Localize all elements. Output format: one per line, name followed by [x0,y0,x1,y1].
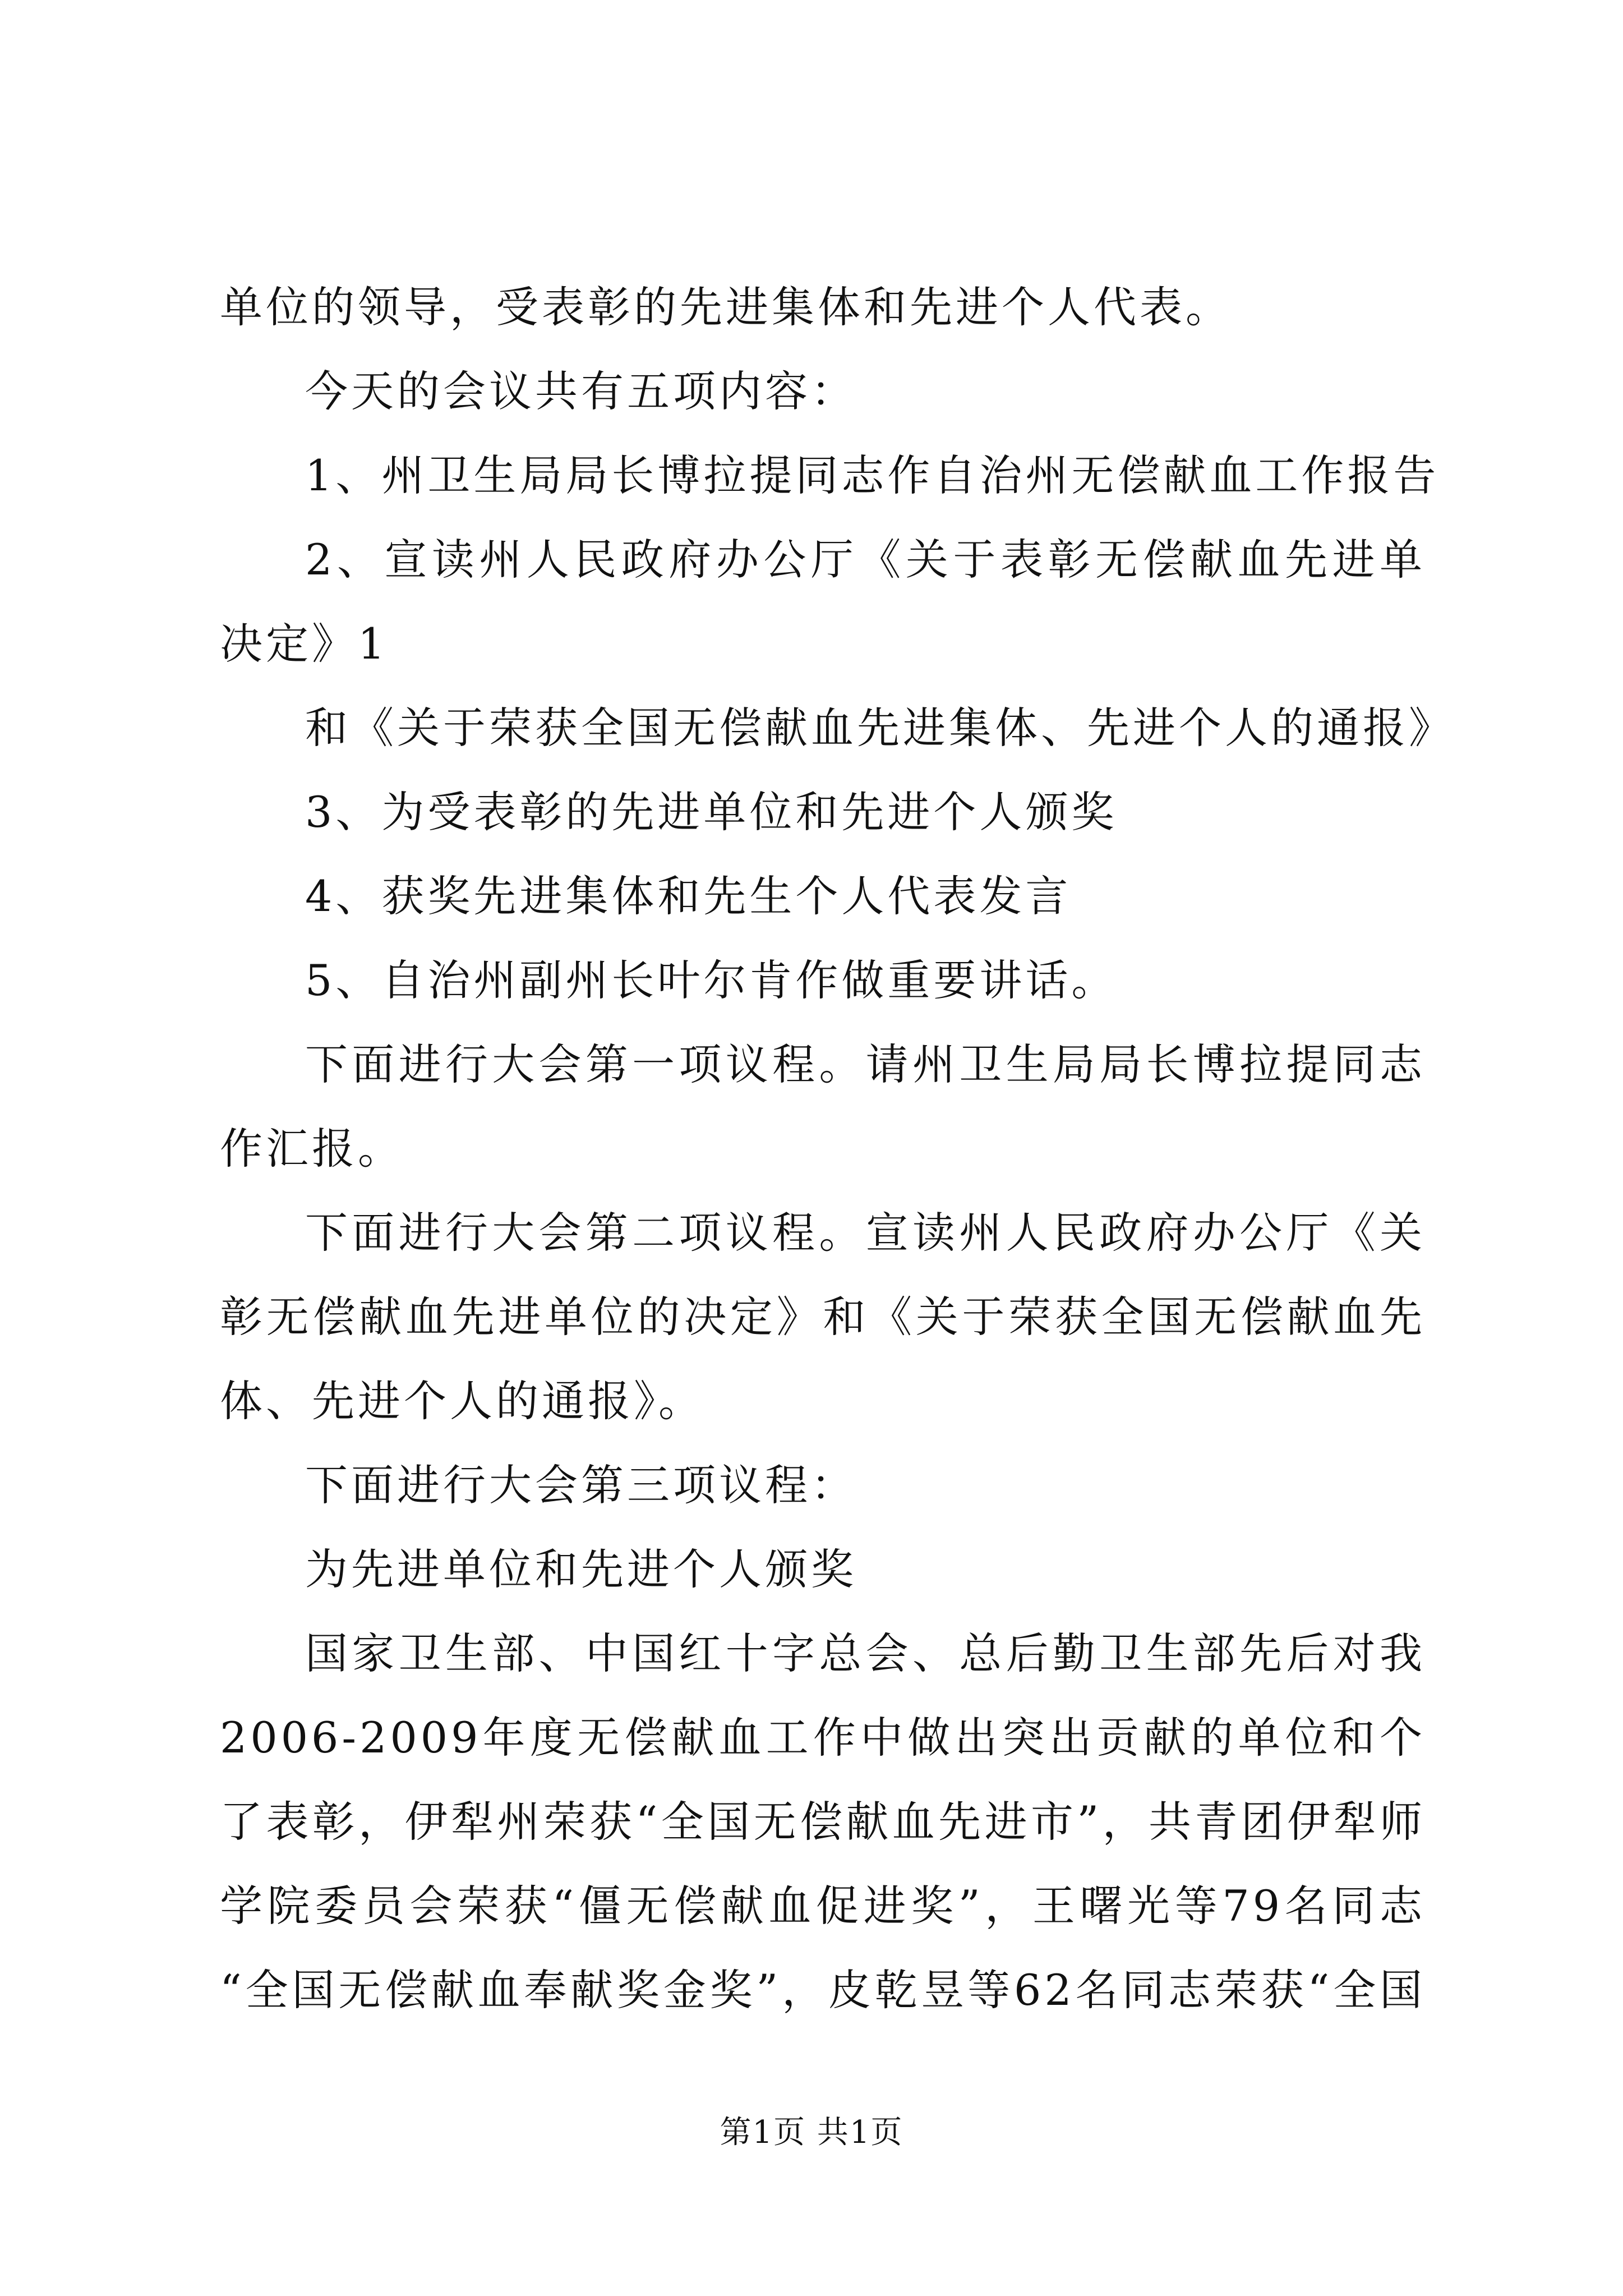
paragraph-line: 下面进行大会第一项议程。请州卫生局局长博拉提同志 [305,1039,1426,1089]
paragraph-line: “全国无偿献血奉献奖金奖”，皮乾昱等62名同志荣获“全国 [220,1965,1426,2015]
paragraph-line: 学院委员会荣获“僵无偿献血促进奖”，王曙光等79名同志 [220,1881,1426,1931]
page-footer: 第1页 共1页 [720,2114,903,2151]
paragraph-line: 3、为受表彰的先进单位和先进个人颁奖 [305,787,1118,837]
paragraph-line: 1、州卫生局局长博拉提同志作自治州无偿献血工作报告 [305,450,1440,500]
paragraph-line: 下面进行大会第三项议程： [305,1460,857,1510]
paragraph-line: 下面进行大会第二项议程。宣读州人民政府办公厅《关 [305,1208,1426,1258]
paragraph-line: 国家卫生部、中国红十字总会、总后勤卫生部先后对我 [305,1628,1426,1678]
paragraph-line: 作汇报。 [220,1124,404,1174]
paragraph-line: 5、自治州副州长叶尔肯作做重要讲话。 [305,955,1118,1005]
paragraph-line: 和《关于荣获全国无偿献血先进集体、先进个人的通报》 [305,703,1455,753]
paragraph-line: 2、宣读州人民政府办公厅《关于表彰无偿献血先进单 [305,535,1426,585]
paragraph-line: 2006-2009年度无偿献血工作中做出突出贡献的单位和个 [220,1713,1426,1763]
paragraph-line: 决定》1 [220,619,389,669]
paragraph-line: 体、先进个人的通报》。 [220,1376,704,1426]
paragraph-line: 单位的领导，受表彰的先进集体和先进个人代表。 [220,282,1232,332]
paragraph-line: 彰无偿献血先进单位的决定》和《关于荣获全国无偿献血先 [220,1292,1426,1342]
paragraph-line: 为先进单位和先进个人颁奖 [305,1544,857,1594]
paragraph-line: 4、获奖先进集体和先生个人代表发言 [305,871,1072,921]
paragraph-line: 了表彰，伊犁州荣获“全国无偿献血先进市”，共青团伊犁师 [220,1797,1426,1847]
paragraph-line: 今天的会议共有五项内容： [305,366,857,416]
